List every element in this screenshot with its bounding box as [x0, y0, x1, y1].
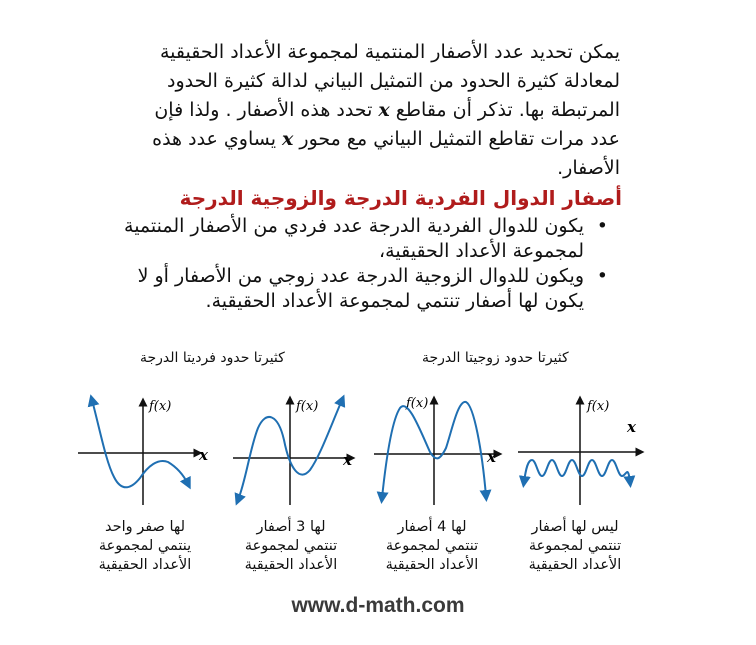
bullet-text: ويكون للدوال الزوجية الدرجة عدد زوجي من الأصفار أو لا يكون لها أصفار تنتمي لمجموعة الأعداد الحقيقية.	[137, 265, 584, 312]
variable-x: x	[282, 128, 294, 150]
graph-one-zero	[78, 399, 209, 505]
caption-one-zero: لها صفر واحد ينتمي لمجموعة الأعداد الحقيقية	[98, 519, 192, 573]
curve	[524, 460, 630, 482]
caption-three-zeros: لها 3 أصفار تنتمي لمجموعة الأعداد الحقيقية	[244, 519, 338, 573]
caption-no-zeros: ليس لها أصفار تنتمي لمجموعة الأعداد الحقيقية	[528, 519, 622, 573]
graph-no-zeros	[518, 399, 640, 505]
intro-line-3b: تحدد هذه الأصفار . ولذا فإن	[154, 99, 373, 121]
caption-four-zeros: لها 4 أصفار تنتمي لمجموعة الأعداد الحقيقية	[385, 519, 479, 573]
y-axis-label: f(x)	[406, 396, 429, 411]
even-degree-title: كثيرتا حدود زوجيتا الدرجة	[422, 350, 569, 366]
graph-four-zeros	[374, 396, 498, 505]
y-axis-label: f(x)	[587, 399, 610, 414]
odd-degree-title: كثيرتا حدود فرديتا الدرجة	[140, 350, 285, 366]
curve	[92, 400, 188, 487]
x-axis-label: x	[627, 418, 636, 436]
x-axis-label: x	[343, 451, 352, 469]
x-axis-label: x	[487, 448, 496, 466]
y-axis-label: f(x)	[149, 399, 172, 414]
intro-line-4a: عدد مرات تقاطع التمثيل البياني مع محور	[299, 128, 620, 150]
bullet-dot: •	[596, 215, 608, 237]
footer-url: www.d-math.com	[291, 594, 465, 617]
intro-line-5: الأصفار.	[557, 157, 620, 179]
intro-line-1: يمكن تحديد عدد الأصفار المنتمية لمجموعة الأعداد الحقيقية	[159, 41, 620, 63]
section-heading: أصفار الدوال الفردية الدرجة والزوجية الدرجة	[179, 186, 622, 210]
x-axis-label: x	[199, 446, 208, 464]
bullet-text: يكون للدوال الفردية الدرجة عدد فردي من الأصفار المنتمية لمجموعة الأعداد الحقيقية،	[124, 215, 584, 262]
variable-x: x	[378, 99, 390, 121]
graph-three-zeros	[233, 399, 353, 505]
intro-line-3a: المرتبطة بها. تذكر أن مقاطع	[395, 99, 620, 121]
y-axis-label: f(x)	[296, 399, 319, 414]
bullet-dot: •	[596, 265, 608, 287]
intro-line-4b: يساوي عدد هذه	[152, 128, 276, 150]
intro-line-2: لمعادلة كثيرة الحدود من التمثيل البياني لدالة كثيرة الحدود	[166, 70, 620, 92]
